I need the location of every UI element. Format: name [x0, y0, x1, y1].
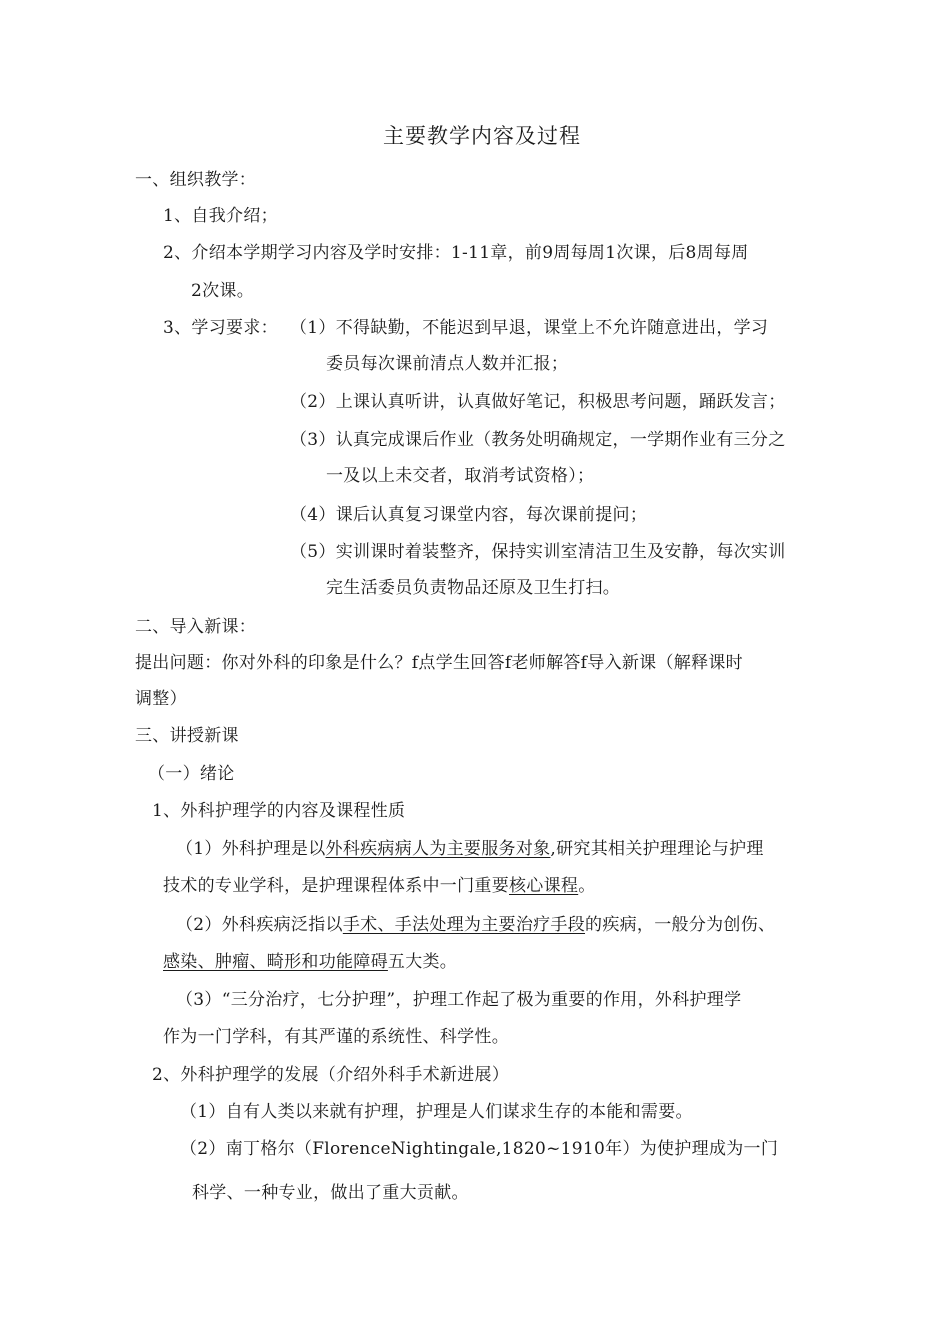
requirement-item: （2）上课认真听讲，认真做好笔记，积极思考问题，踊跃发言； — [290, 392, 786, 412]
requirement-continuation: 委员每次课前清点人数并汇报； — [326, 354, 569, 374]
list-item: 1、自我介绍； — [163, 206, 278, 226]
paragraph-continuation: 作为一门学科，有其严谨的系统性、科学性。 — [163, 1027, 509, 1047]
underlined-key-phrase: 外科疾病病人为主要服务对象 — [325, 839, 551, 859]
paragraph — [176, 913, 775, 937]
list-item: 2、介绍本学期学习内容及学时安排：1-11章，前9周每周1次课，后8周每周 — [163, 243, 749, 263]
section-heading-intro: 二、导入新课： — [135, 617, 257, 637]
paragraph: 提出问题：你对外科的印象是什么？f点学生回答f老师解答f导入新课（解释课时 — [135, 653, 743, 673]
list-item-label: 3、学习要求： — [163, 318, 278, 338]
paragraph-continuation: 调整） — [135, 689, 187, 709]
list-item-continuation: 2次课。 — [191, 281, 255, 301]
paragraph: （3）“三分治疗，七分护理”，护理工作起了极为重要的作用，外科护理学 — [176, 990, 742, 1010]
topic-heading: 1、外科护理学的内容及课程性质 — [152, 801, 406, 821]
underlined-key-phrase: 核心课程 — [509, 876, 579, 896]
requirement-item: （5）实训课时着装整齐，保持实训室清洁卫生及安静，每次实训 — [290, 542, 786, 562]
paragraph-continuation: 科学、一种专业，做出了重大贡献。 — [192, 1183, 469, 1203]
text-run: （2）外科疾病泛指以 — [176, 915, 343, 935]
text-run: 的疾病，一般分为创伤、 — [585, 915, 776, 935]
requirement-continuation: 一及以上未交者，取消考试资格）； — [326, 466, 595, 486]
text-run: ,研究其相关护理理论与护理 — [550, 839, 764, 859]
text-run: 五大类。 — [387, 952, 458, 972]
page-title: 主要教学内容及过程 — [383, 124, 581, 148]
underlined-key-phrase: 手术、手法处理为主要治疗手段 — [342, 915, 586, 935]
section-heading-teaching: 三、讲授新课 — [135, 726, 239, 746]
underlined-key-phrase: 感染、肿瘤、畸形和功能障碍 — [163, 952, 388, 972]
requirement-continuation: 完生活委员负责物品还原及卫生打扫。 — [326, 578, 621, 598]
text-run: （1）外科护理是以 — [176, 839, 326, 859]
text-run: 技术的专业学科，是护理课程体系中一门重要 — [163, 876, 509, 896]
requirement-item: （1）不得缺勤，不能迟到早退，课堂上不允许随意进出，学习 — [290, 318, 769, 338]
paragraph-continuation — [163, 874, 596, 898]
section-heading-organize: 一、组织教学： — [135, 170, 257, 190]
paragraph — [176, 837, 764, 861]
paragraph: （2）南丁格尔（FlorenceNightingale,1820~1910年）为使护理成为一门 — [180, 1139, 779, 1159]
text-run: 。 — [578, 876, 596, 896]
requirement-item: （4）课后认真复习课堂内容，每次课前提问； — [290, 505, 648, 525]
paragraph-continuation — [163, 950, 457, 974]
subsection-heading: （一）绪论 — [148, 764, 235, 784]
topic-heading: 2、外科护理学的发展（介绍外科手术新进展） — [152, 1065, 510, 1085]
paragraph: （1）自有人类以来就有护理，护理是人们谋求生存的本能和需要。 — [180, 1102, 693, 1122]
requirement-item: （3）认真完成课后作业（教务处明确规定，一学期作业有三分之 — [290, 430, 786, 450]
